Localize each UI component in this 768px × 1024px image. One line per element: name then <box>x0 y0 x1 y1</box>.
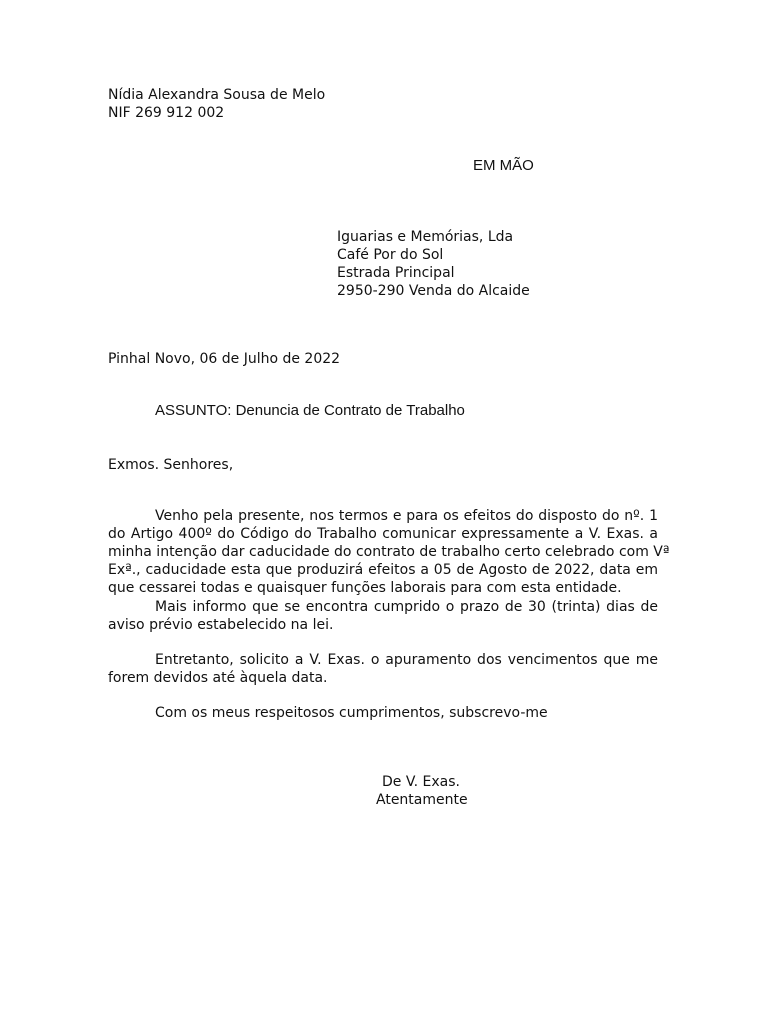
subject-line: ASSUNTO: Denuncia de Contrato de Trabalho <box>155 402 465 419</box>
paragraph-line: forem devidos até àquela data. <box>108 670 328 686</box>
body-paragraph-2 <box>108 598 658 634</box>
recipient-street: Estrada Principal <box>337 265 455 281</box>
closing-line-1: De V. Exas. <box>382 774 460 790</box>
body-paragraph-1 <box>108 507 670 597</box>
recipient-establishment: Café Por do Sol <box>337 247 444 263</box>
body-paragraph-4 <box>108 704 658 722</box>
body-paragraph-3 <box>108 651 658 687</box>
recipient-postal: 2950-290 Venda do Alcaide <box>337 283 530 299</box>
sender-nif: NIF 269 912 002 <box>108 105 225 121</box>
recipient-block <box>337 228 530 300</box>
recipient-company: Iguarias e Memórias, Lda <box>337 229 514 245</box>
paragraph-line: do Artigo 400º do Código do Trabalho comunicar expressamente a V. Exas. a <box>108 526 658 542</box>
paragraph-line: aviso prévio estabelecido na lei. <box>108 617 334 633</box>
greeting: Exmos. Senhores, <box>108 457 234 473</box>
sender-block <box>108 86 325 122</box>
closing-block <box>376 773 466 809</box>
delivery-note: EM MÃO <box>473 157 534 174</box>
paragraph-line: Mais informo que se encontra cumprido o prazo de 30 (trinta) dias de <box>155 599 658 615</box>
paragraph-line: Exª., caducidade esta que produzirá efeitos a 05 de Agosto de 2022, data em <box>108 562 658 578</box>
paragraph-line: que cessarei todas e quaisquer funções laborais para com esta entidade. <box>108 580 622 596</box>
date-line: Pinhal Novo, 06 de Julho de 2022 <box>108 351 341 367</box>
paragraph-line: minha intenção dar caducidade do contrato de trabalho certo celebrado com Vª <box>108 544 670 560</box>
closing-line-2: Atentamente <box>376 792 468 808</box>
paragraph-line: Com os meus respeitosos cumprimentos, subscrevo-me <box>155 705 548 721</box>
sender-name: Nídia Alexandra Sousa de Melo <box>108 87 326 103</box>
paragraph-line: Entretanto, solicito a V. Exas. o apuramento dos vencimentos que me <box>155 652 658 668</box>
paragraph-line: Venho pela presente, nos termos e para os efeitos do disposto do nº. 1 <box>155 508 658 524</box>
